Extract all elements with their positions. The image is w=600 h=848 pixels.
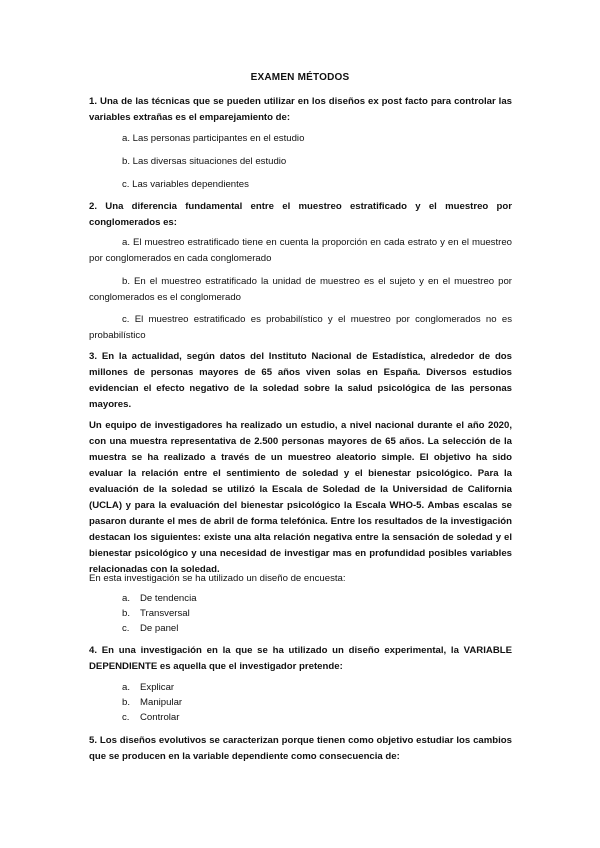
question-3-option-a: [122, 591, 197, 607]
question-4-option-a-marker: a.: [122, 682, 131, 693]
question-3-intro-text: En la actualidad, según datos del Instituto Nacional de Estadística, alrededor de dos millones de personas mayores de 65 años viven solas en España. Diversos estudios evidencian el efecto negativo de la soledad sobre la salud psicológica de las personas mayores.: [89, 351, 513, 410]
question-4-option-c-marker: c.: [122, 712, 130, 723]
question-1-option-a: a. Las personas participantes en el estudio: [122, 133, 305, 144]
question-4-option-c: [122, 710, 179, 726]
question-5-text: Los diseños evolutivos se caracterizan porque tienen como objetivo estudiar los cambios que se producen en la variable dependiente como consecuencia de:: [89, 735, 513, 762]
question-1-option-b: b. Las diversas situaciones del estudio: [122, 156, 287, 167]
question-1-number: 1.: [89, 96, 98, 107]
question-3-option-b-marker: b.: [122, 608, 131, 619]
question-2-option-c: [89, 312, 512, 344]
question-3-intro: [89, 349, 512, 413]
question-3-question: En esta investigación se ha utilizado un diseño de encuesta:: [89, 573, 346, 584]
question-2-option-a-text: a. El muestreo estratificado tiene en cuenta la proporción en cada estrato y en el muestreo por conglomerados en cada conglomerado: [89, 237, 512, 264]
question-4: [89, 643, 512, 675]
question-4-text: En una investigación en la que se ha utilizado un diseño experimental, la VARIABLE DEPENDIENTE es aquella que el investigador pretende:: [89, 645, 513, 672]
question-5: [89, 733, 512, 765]
question-5-number: 5.: [89, 735, 98, 746]
question-4-option-a-text: Explicar: [140, 682, 175, 693]
question-2-text: Una diferencia fundamental entre el muestreo estratificado y el muestreo por conglomerados es:: [89, 201, 512, 228]
question-4-number: 4.: [89, 645, 98, 656]
question-1-text: Una de las técnicas que se pueden utilizar en los diseños ex post facto para controlar las variables extrañas es el emparejamiento de:: [89, 96, 512, 123]
question-1-option-c: c. Las variables dependientes: [122, 179, 249, 190]
question-3-option-c-marker: c.: [122, 623, 130, 634]
question-3-study: Un equipo de investigadores ha realizado un estudio, a nivel nacional durante el año 2020, con una muestra representativa de 2.500 personas mayores de 65 años. La selección de la muestra se ha realizado a través de un muestreo aleatorio simple. El objetivo ha sido evaluar la relación entre el sentimiento de soledad y el bienestar psicológico. Para la evaluación de la soledad se utilizó la Escala de Soledad de la Universidad de California (UCLA) y para la evaluación del bienestar psicológico la Escala WHO-5. Ambas escalas se pasaron durante el mes de abril de forma telefónica. Entre los resultados de la investigación destacan los siguientes: existe una alta relación negativa entre la sensación de soledad y el bienestar psicológico y una necesidad de investigar mas en profundidad posibles variables relacionadas con la soledad.: [89, 420, 512, 575]
question-4-option-b-marker: b.: [122, 697, 131, 708]
page-title: EXAMEN MÉTODOS: [250, 72, 350, 83]
question-2: [89, 199, 512, 231]
question-2-option-c-text: c. El muestreo estratificado es probabilístico y el muestreo por conglomerados no es probabilístico: [89, 314, 512, 341]
question-3-option-c-text: De panel: [140, 623, 179, 634]
question-4-option-b-text: Manipular: [140, 697, 183, 708]
question-3-option-a-text: De tendencia: [140, 593, 197, 604]
question-3-option-b: [122, 606, 190, 622]
question-2-option-b: [89, 274, 512, 306]
question-3-option-c: [122, 621, 178, 637]
question-2-option-b-text: b. En el muestreo estratificado la unidad de muestreo es el sujeto y en el muestreo por conglomerados es el conglomerado: [89, 276, 512, 303]
question-3-number: 3.: [89, 351, 98, 362]
question-4-option-b: [122, 695, 182, 711]
question-3-option-b-text: Transversal: [140, 608, 190, 619]
question-4-option-c-text: Controlar: [140, 712, 180, 723]
question-4-option-a: [122, 680, 174, 696]
question-3-option-a-marker: a.: [122, 593, 131, 604]
question-2-number: 2.: [89, 201, 98, 212]
question-1: [89, 94, 512, 126]
question-2-option-a: [89, 235, 512, 267]
